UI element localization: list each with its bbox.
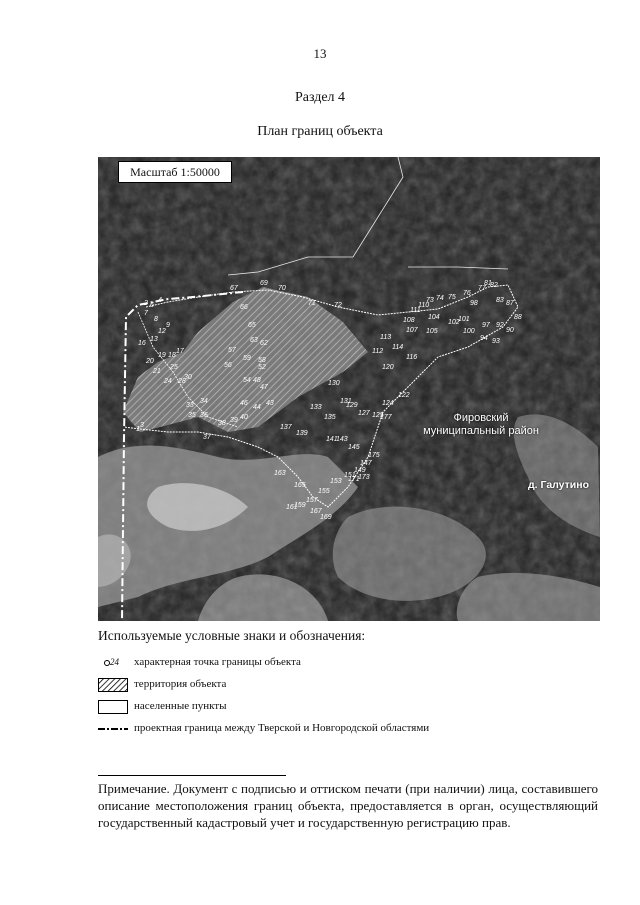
- boundary-point-label: 124: [382, 400, 394, 407]
- boundary-point-label: 36: [200, 412, 208, 419]
- district-label-line2: муниципальный район: [423, 425, 539, 437]
- boundary-point-label: 62: [260, 340, 268, 347]
- boundary-point-label: 46: [240, 400, 248, 407]
- boundary-point-label: 110: [418, 302, 430, 309]
- boundary-point-label: 20: [146, 358, 154, 365]
- legend-label-settlement: населенные пункты: [134, 700, 227, 712]
- boundary-point-label: 149: [354, 467, 366, 474]
- boundary-point-label: 76: [463, 290, 471, 297]
- boundary-point-label: 65: [248, 322, 256, 329]
- boundary-point-label: 44: [253, 404, 261, 411]
- boundary-point-label: 69: [260, 280, 268, 287]
- boundary-point-label: 135: [324, 414, 336, 421]
- boundary-point-label: 48: [253, 377, 261, 384]
- boundary-point-label: 145: [348, 444, 360, 451]
- boundary-point-label: 17: [176, 348, 184, 355]
- hatch-icon: [98, 678, 128, 692]
- boundary-point-label: 40: [240, 414, 248, 421]
- boundary-point-label: 24: [164, 378, 172, 385]
- boundary-point-label: 88: [514, 314, 522, 321]
- dash-dot-line-icon: [98, 722, 128, 736]
- boundary-point-label: 133: [310, 404, 322, 411]
- boundary-point-label: 37: [203, 434, 211, 441]
- map-image[interactable]: [98, 157, 600, 621]
- boundary-point-label: 3: [140, 422, 144, 429]
- boundary-point-label: 6: [150, 302, 154, 309]
- boundary-point-label: 171: [348, 476, 360, 483]
- boundary-point-label: 173: [358, 474, 370, 481]
- boundary-point-label: 120: [382, 364, 394, 371]
- map-scale: Масштаб 1:50000: [118, 161, 232, 183]
- boundary-point-label: 38: [218, 420, 226, 427]
- legend-item-territory: [98, 676, 618, 698]
- boundary-point-label: 108: [403, 317, 415, 324]
- boundary-point-label: 155: [318, 488, 330, 495]
- boundary-point-label: 122: [398, 392, 410, 399]
- boundary-point-label: 98: [470, 300, 478, 307]
- boundary-point-label: 177: [380, 414, 392, 421]
- boundary-point-label: 151: [344, 472, 356, 479]
- boundary-point-label: 104: [428, 314, 440, 321]
- boundary-point-label: 125: [372, 412, 384, 419]
- boundary-point-label: 116: [406, 354, 418, 361]
- boundary-point-label: 112: [372, 348, 384, 355]
- boundary-point-label: 19: [158, 352, 166, 359]
- boundary-point-label: 12: [158, 328, 166, 335]
- boundary-point-label: 139: [296, 430, 308, 437]
- boundary-point-label: 143: [336, 436, 348, 443]
- boundary-point-label: 59: [243, 355, 251, 362]
- boundary-point-label: 92: [496, 322, 504, 329]
- legend-heading: Используемые условные знаки и обозначения:: [98, 628, 366, 643]
- boundary-point-label: 101: [458, 316, 470, 323]
- boundary-point-label: 75: [448, 294, 456, 301]
- boundary-point-label: 137: [280, 424, 292, 431]
- boundary-point-label: 35: [188, 412, 196, 419]
- note-separator: [98, 775, 286, 776]
- boundary-point-label: 141: [326, 436, 338, 443]
- district-label: [416, 412, 546, 438]
- boundary-point-label: 114: [392, 344, 404, 351]
- boundary-point-label: 39: [230, 417, 238, 424]
- legend-item-boundary: [98, 720, 618, 742]
- boundary-point-label: 43: [266, 400, 274, 407]
- legend-item-settlement: [98, 698, 618, 720]
- boundary-point-label: 33: [186, 402, 194, 409]
- boundary-point-label: 87: [506, 300, 514, 307]
- boundary-point-label: 70: [278, 285, 286, 292]
- boundary-point-label: 147: [360, 460, 372, 467]
- boundary-point-label: 102: [448, 319, 460, 326]
- boundary-point-label: 169: [320, 514, 332, 521]
- boundary-point-label: 28: [178, 378, 186, 385]
- boundary-point-label: 57: [228, 347, 236, 354]
- boundary-point-label: 67: [230, 285, 238, 292]
- boundary-point-label: 105: [426, 328, 438, 335]
- boundary-point-label: 30: [184, 374, 192, 381]
- boundary-point-label: 7: [144, 310, 148, 317]
- boundary-point-label: 129: [346, 402, 358, 409]
- boundary-point-label: 73: [426, 297, 434, 304]
- boundary-point-label: 63: [250, 337, 258, 344]
- page-number: 13: [313, 46, 327, 61]
- boundary-point-label: 56: [224, 362, 232, 369]
- boundary-point-label: 66: [240, 304, 248, 311]
- settlement-box-icon: [98, 700, 128, 714]
- boundary-point-label: 175: [368, 452, 380, 459]
- boundary-point-icon: 24: [98, 657, 128, 671]
- boundary-point-label: 74: [436, 295, 444, 302]
- boundary-point-label: 54: [243, 377, 251, 384]
- boundary-point-label: 13: [150, 336, 158, 343]
- boundary-point-label: 111: [410, 307, 421, 314]
- boundary-point-label: 165: [294, 482, 306, 489]
- boundary-point-label: 100: [463, 328, 475, 335]
- boundary-point-label: 77: [478, 285, 486, 292]
- boundary-point-label: 83: [496, 297, 504, 304]
- boundary-point-label: 25: [170, 364, 178, 371]
- boundary-point-label: 94: [480, 335, 488, 342]
- boundary-point-label: 159: [294, 502, 306, 509]
- boundary-point-label: 153: [330, 478, 342, 485]
- district-label-line1: Фировский: [453, 412, 509, 424]
- boundary-point-label: 4: [158, 297, 162, 304]
- boundary-point-label: 47: [260, 384, 268, 391]
- boundary-point-label: 9: [166, 322, 170, 329]
- boundary-point-label: 157: [306, 497, 318, 504]
- boundary-point-label: 72: [334, 302, 342, 309]
- boundary-point-label: 163: [274, 470, 286, 477]
- boundary-point-label: 2: [144, 300, 148, 307]
- boundary-point-label: 71: [308, 300, 316, 307]
- section-title: Раздел 4: [294, 90, 346, 105]
- boundary-point-label: 113: [380, 334, 392, 341]
- boundary-point-label: 8: [154, 316, 158, 323]
- boundary-point-label: 18: [168, 352, 176, 359]
- boundary-point-label: 52: [258, 364, 266, 371]
- boundary-point-label: 131: [340, 398, 352, 405]
- boundary-point-label: 93: [492, 338, 500, 345]
- boundary-point-label: 90: [506, 327, 514, 334]
- village-label: д. Галутино: [528, 479, 590, 491]
- boundary-point-label: 167: [310, 508, 322, 515]
- legend: [98, 628, 618, 742]
- boundary-point-label: 21: [153, 368, 161, 375]
- legend-label-boundary: проектная граница между Тверской и Новгородской областями: [134, 722, 430, 734]
- plan-title: План границ объекта: [257, 124, 383, 139]
- boundary-point-label: 130: [328, 380, 340, 387]
- boundary-point-label: 97: [482, 322, 490, 329]
- boundary-point-label: 1: [136, 426, 140, 433]
- map-canvas: [98, 157, 600, 621]
- boundary-point-label: 16: [138, 340, 146, 347]
- legend-label-point: характерная точка границы объекта: [134, 656, 301, 668]
- boundary-point-label: 161: [286, 504, 298, 511]
- boundary-point-label: 127: [358, 410, 370, 417]
- boundary-point-label: 107: [406, 327, 418, 334]
- boundary-point-label: 58: [258, 357, 266, 364]
- boundary-point-label: 34: [200, 398, 208, 405]
- legend-label-territory: территория объекта: [134, 678, 227, 690]
- note-text: Примечание. Документ с подписью и оттиском печати (при наличии) лица, составившего описание местоположения границ объекта, предоставляется в орган, осуществляющий государственный кадастровый учет и государственную регистрацию прав.: [98, 781, 598, 830]
- boundary-point-label: 82: [490, 282, 498, 289]
- legend-item-point: [98, 654, 618, 676]
- boundary-point-label: 81: [484, 280, 492, 287]
